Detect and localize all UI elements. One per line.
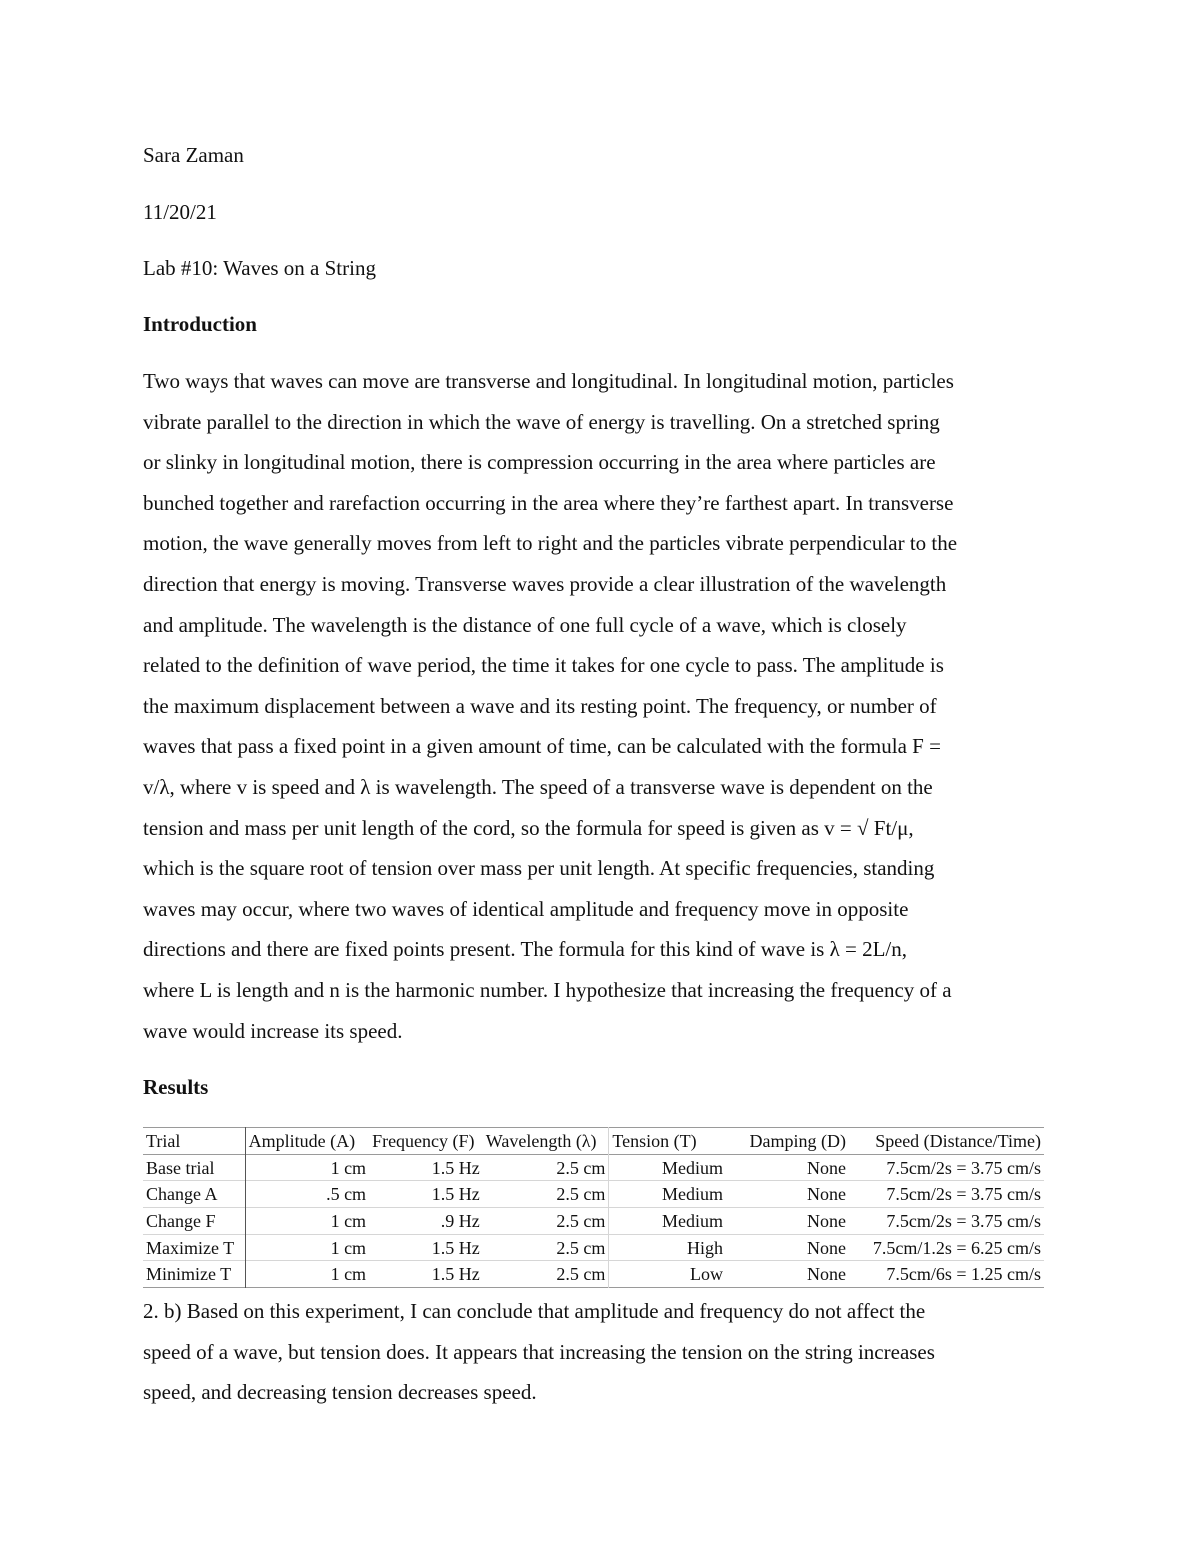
paragraph-line: waves that pass a fixed point in a given amount of time, can be calculated with the formula F = [143, 734, 941, 759]
paragraph-line: wave would increase its speed. [143, 1018, 403, 1043]
cell-tension: Medium [662, 1210, 724, 1231]
paragraph-line: speed of a wave, but tension does. It appears that increasing the tension on the string increases [143, 1339, 935, 1364]
cell-tension: Medium [662, 1184, 724, 1205]
cell-wavelength: 2.5 cm [483, 1181, 609, 1208]
conclusion-paragraph [143, 1291, 1058, 1413]
cell-wavelength: 2.5 cm [483, 1234, 609, 1261]
paragraph-line: waves may occur, where two waves of identical amplitude and frequency move in opposite [143, 896, 909, 921]
cell-damping: None [806, 1210, 846, 1231]
introduction-heading: Introduction [143, 312, 257, 336]
paragraph-line: direction that energy is moving. Transverse waves provide a clear illustration of the wavelength [143, 571, 947, 596]
results-heading: Results [143, 1075, 209, 1099]
column-header-speed: Speed (Distance/Time) [875, 1130, 1041, 1151]
paragraph-line: 2. b) Based on this experiment, I can conclude that amplitude and frequency do not affect the [143, 1299, 926, 1323]
cell-speed: 7.5cm/2s = 3.75 cm/s [886, 1157, 1041, 1178]
table-row [143, 1181, 1044, 1208]
cell-frequency: 1.5 Hz [431, 1264, 480, 1285]
cell-amplitude: 1 cm [330, 1237, 367, 1258]
cell-amplitude: 1 cm [330, 1210, 367, 1231]
cell-trial: Change A [143, 1181, 245, 1208]
paragraph-line: which is the square root of tension over mass per unit length. At specific frequencies, standing [143, 856, 935, 881]
cell-amplitude: 1 cm [330, 1157, 367, 1178]
author-name: Sara Zaman [143, 143, 244, 167]
paragraph-line: tension and mass per unit length of the cord, so the formula for speed is given as v = √ Ft/μ, [143, 815, 914, 840]
cell-wavelength: 2.5 cm [483, 1208, 609, 1235]
cell-frequency: 1.5 Hz [431, 1237, 480, 1258]
cell-damping: None [806, 1184, 846, 1205]
column-header-damping: Damping (D) [749, 1130, 846, 1151]
paragraph-line: v/λ, where v is speed and λ is wavelength. The speed of a transverse wave is dependent on the [143, 774, 933, 799]
cell-wavelength: 2.5 cm [483, 1154, 609, 1181]
cell-tension: Medium [662, 1157, 724, 1178]
paragraph-line: vibrate parallel to the direction in which the wave of energy is travelling. On a stretched spring [143, 409, 940, 434]
paragraph-line: speed, and decreasing tension decreases speed. [143, 1380, 537, 1405]
paragraph-line: or slinky in longitudinal motion, there is compression occurring in the area where particles are [143, 450, 936, 475]
cell-frequency: .9 Hz [440, 1210, 480, 1231]
paragraph-line: bunched together and rarefaction occurring in the area where they’re farthest apart. In transverse [143, 490, 954, 515]
table-row [143, 1208, 1044, 1235]
table-header-row [143, 1128, 1044, 1155]
cell-trial: Base trial [143, 1154, 245, 1181]
column-header-tension: Tension (T) [612, 1130, 697, 1151]
paragraph-line: where L is length and n is the harmonic number. I hypothesize that increasing the frequency of a [143, 977, 952, 1002]
report-title: Lab #10: Waves on a String [143, 256, 376, 280]
table-row [143, 1154, 1044, 1181]
paragraph-line: related to the definition of wave period, the time it takes for one cycle to pass. The amplitude is [143, 653, 944, 678]
results-table [143, 1127, 1044, 1288]
cell-tension: Low [690, 1264, 724, 1285]
column-header-frequency: Frequency (F) [372, 1130, 475, 1151]
cell-trial: Maximize T [143, 1234, 245, 1261]
cell-frequency: 1.5 Hz [431, 1157, 480, 1178]
cell-trial: Minimize T [143, 1261, 245, 1288]
paragraph-line: directions and there are fixed points present. The formula for this kind of wave is λ = 2L/n, [143, 937, 908, 962]
introduction-paragraph [143, 361, 1058, 1051]
cell-trial: Change F [143, 1208, 245, 1235]
paragraph-line: Two ways that waves can move are transverse and longitudinal. In longitudinal motion, particles [143, 369, 954, 393]
cell-frequency: 1.5 Hz [431, 1184, 480, 1205]
column-header-wavelength: Wavelength (λ) [483, 1128, 609, 1155]
cell-speed: 7.5cm/2s = 3.75 cm/s [886, 1210, 1041, 1231]
column-header-trial: Trial [143, 1128, 245, 1155]
cell-damping: None [806, 1237, 846, 1258]
paragraph-line: motion, the wave generally moves from left to right and the particles vibrate perpendicular to the [143, 531, 958, 556]
report-date: 11/20/21 [143, 200, 217, 224]
cell-damping: None [806, 1157, 846, 1178]
paragraph-line: the maximum displacement between a wave and its resting point. The frequency, or number of [143, 693, 937, 718]
cell-speed: 7.5cm/2s = 3.75 cm/s [886, 1184, 1041, 1205]
cell-wavelength: 2.5 cm [483, 1261, 609, 1288]
cell-damping: None [806, 1264, 846, 1285]
table-row [143, 1234, 1044, 1261]
table-row [143, 1261, 1044, 1288]
cell-amplitude: .5 cm [326, 1184, 367, 1205]
cell-tension: High [687, 1237, 724, 1258]
cell-amplitude: 1 cm [330, 1264, 367, 1285]
paragraph-line: and amplitude. The wavelength is the distance of one full cycle of a wave, which is closely [143, 612, 907, 637]
cell-speed: 7.5cm/6s = 1.25 cm/s [886, 1264, 1041, 1285]
cell-speed: 7.5cm/1.2s = 6.25 cm/s [872, 1237, 1041, 1258]
column-header-amplitude: Amplitude (A) [248, 1130, 356, 1151]
